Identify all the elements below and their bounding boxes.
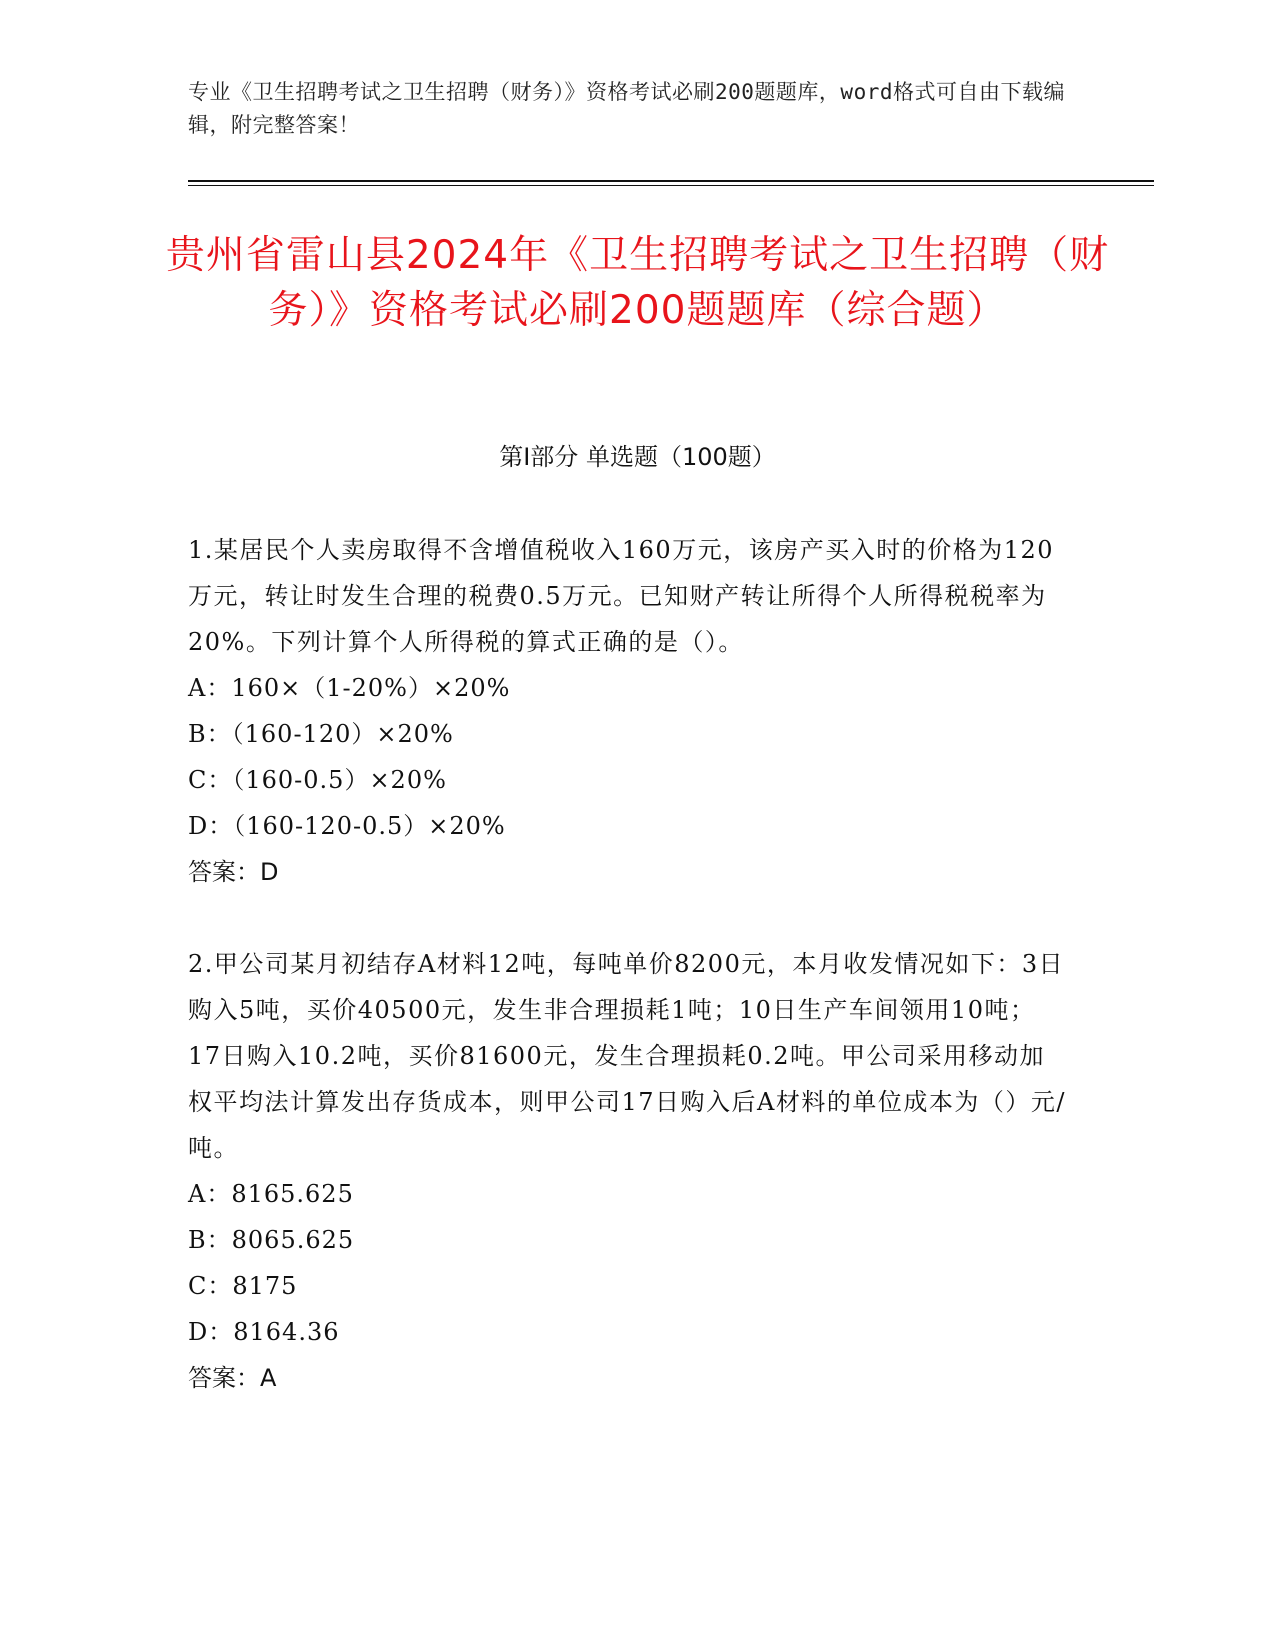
option-b: B：（160-120）×20% [188, 720, 454, 748]
header-divider-thin [188, 185, 1154, 186]
question-stem: 2.甲公司某月初结存A材料12吨，每吨单价8200元，本月收发情况如下：3日购入5吨，买价40500元，发生非合理损耗1吨；10日生产车间领用10吨；17日购入10.2吨，买价81600元，发生合理损耗0.2吨。甲公司采用移动加权平均法计算发出存货成本，则甲公司17日购入后A材料的单位成本为（）元/吨。 [188, 950, 1066, 1162]
answer: 答案：A [188, 1364, 277, 1392]
answer: 答案：D [188, 858, 279, 886]
document-title: 贵州省雷山县2024年《卫生招聘考试之卫生招聘（财务）》资格考试必刷200题题库（综合题） [165, 233, 1110, 333]
header-note: 专业《卫生招聘考试之卫生招聘（财务）》资格考试必刷200题题库，word格式可自由下载编辑，附完整答案！ [188, 80, 1065, 137]
section-heading: 第Ⅰ部分 单选题（100题） [499, 443, 776, 471]
header-divider-thick [188, 180, 1154, 182]
option-b: B：8065.625 [188, 1226, 355, 1254]
option-c: C：8175 [188, 1272, 298, 1300]
option-a: A：160×（1-20%）×20% [188, 674, 511, 702]
option-c: C：（160-0.5）×20% [188, 766, 447, 794]
question-stem: 1.某居民个人卖房取得不含增值税收入160万元，该房产买入时的价格为120万元，转让时发生合理的税费0.5万元。已知财产转让所得个人所得税税率为20%。下列计算个人所得税的算式正确的是（）。 [188, 536, 1055, 656]
question-list [188, 527, 1068, 1447]
option-d: D：8164.36 [188, 1318, 340, 1346]
question-1 [188, 527, 1068, 895]
question-2 [188, 941, 1068, 1401]
option-a: A：8165.625 [188, 1180, 354, 1208]
option-d: D：（160-120-0.5）×20% [188, 812, 506, 840]
